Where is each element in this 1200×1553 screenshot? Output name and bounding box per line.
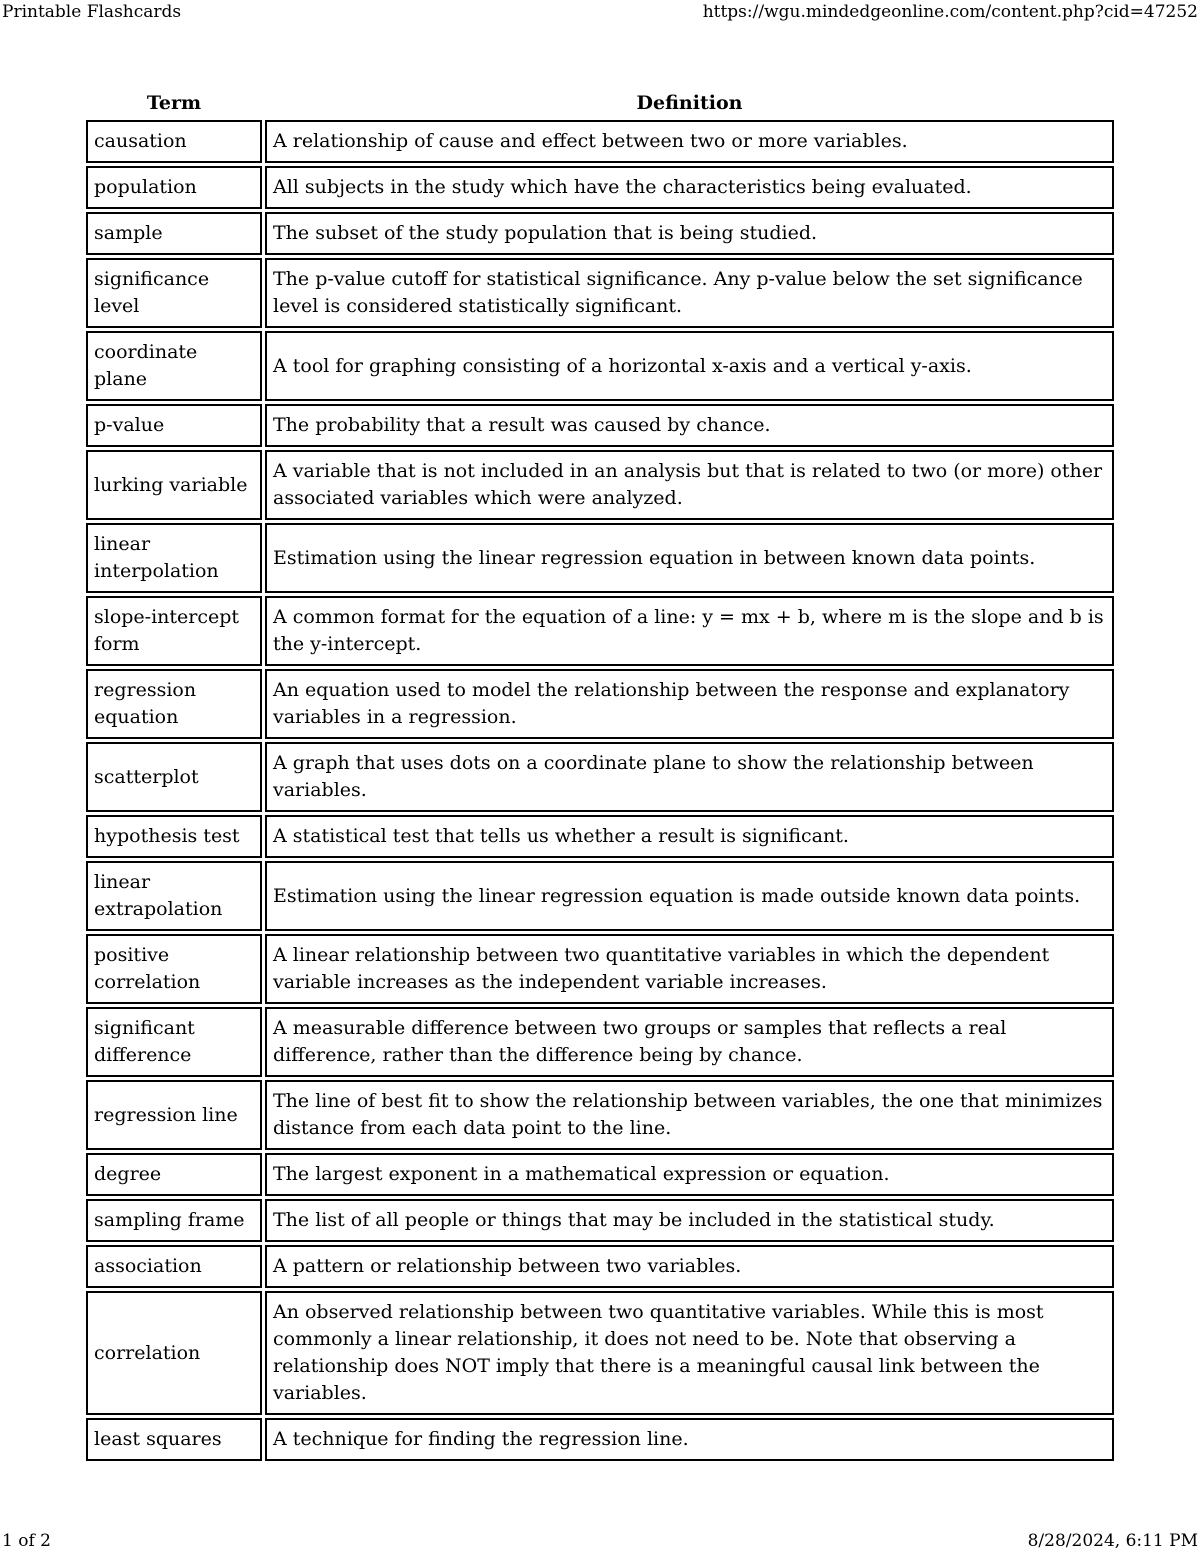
term-cell: correlation [86,1291,262,1415]
table-row [86,258,1114,328]
table-row [86,1007,1114,1077]
term-cell: significance level [86,258,262,328]
term-cell: causation [86,120,262,163]
table-row [86,934,1114,1004]
term-cell: association [86,1245,262,1288]
definition-cell: An observed relationship between two quantitative variables. While this is most commonly a linear relationship, it does not need to be. Note that observing a relationship does NOT imply that there is a meaningful causal link between the variables. [265,1291,1114,1415]
definition-cell: A variable that is not included in an analysis but that is related to two (or more) other associated variables which were analyzed. [265,450,1114,520]
term-cell: hypothesis test [86,815,262,858]
term-cell: linear interpolation [86,523,262,593]
definition-cell: Estimation using the linear regression equation is made outside known data points. [265,861,1114,931]
table-row [86,450,1114,520]
term-cell: sample [86,212,262,255]
term-cell: regression line [86,1080,262,1150]
table-row [86,166,1114,209]
term-cell: population [86,166,262,209]
table-row [86,815,1114,858]
term-cell: p-value [86,404,262,447]
definition-cell: A statistical test that tells us whether a result is significant. [265,815,1114,858]
definition-cell: The subset of the study population that is being studied. [265,212,1114,255]
term-cell: lurking variable [86,450,262,520]
term-cell: coordinate plane [86,331,262,401]
definition-cell: A common format for the equation of a line: y = mx + b, where m is the slope and b is the y-intercept. [265,596,1114,666]
definition-cell: A graph that uses dots on a coordinate plane to show the relationship between variables. [265,742,1114,812]
table-header-row [86,89,1114,117]
table-row [86,404,1114,447]
definition-cell: Estimation using the linear regression equation in between known data points. [265,523,1114,593]
definition-cell: An equation used to model the relationship between the response and explanatory variables in a regression. [265,669,1114,739]
definition-cell: A technique for finding the regression line. [265,1418,1114,1461]
flashcards-table [83,86,1117,1464]
term-cell: scatterplot [86,742,262,812]
page-header-url: https://wgu.mindedgeonline.com/content.php?cid=47252 [702,2,1198,22]
flashcards-body [86,120,1114,1461]
definition-cell: A tool for graphing consisting of a horizontal x-axis and a vertical y-axis. [265,331,1114,401]
definition-cell: The probability that a result was caused by chance. [265,404,1114,447]
table-row [86,1153,1114,1196]
table-row [86,1080,1114,1150]
table-row [86,120,1114,163]
column-header-definition: Definition [636,91,743,114]
definition-cell: The p-value cutoff for statistical significance. Any p-value below the set significance level is considered statistically significant. [265,258,1114,328]
term-cell: slope-intercept form [86,596,262,666]
term-cell: significant difference [86,1007,262,1077]
definition-cell: A relationship of cause and effect between two or more variables. [265,120,1114,163]
table-row [86,1199,1114,1242]
term-cell: sampling frame [86,1199,262,1242]
definition-cell: A linear relationship between two quantitative variables in which the dependent variable increases as the independent variable increases. [265,934,1114,1004]
print-datetime: 8/28/2024, 6:11 PM [1027,1531,1198,1551]
term-cell: regression equation [86,669,262,739]
table-row [86,742,1114,812]
definition-cell: A pattern or relationship between two variables. [265,1245,1114,1288]
term-cell: degree [86,1153,262,1196]
table-row [86,1291,1114,1415]
table-row [86,1418,1114,1461]
table-row [86,861,1114,931]
table-row [86,523,1114,593]
table-row [86,1245,1114,1288]
page-header-title: Printable Flashcards [2,2,182,22]
term-cell: positive correlation [86,934,262,1004]
table-row [86,596,1114,666]
page-number: 1 of 2 [2,1531,51,1551]
table-row [86,669,1114,739]
definition-cell: All subjects in the study which have the characteristics being evaluated. [265,166,1114,209]
definition-cell: The list of all people or things that may be included in the statistical study. [265,1199,1114,1242]
column-header-term: Term [146,91,202,114]
table-row [86,212,1114,255]
definition-cell: A measurable difference between two groups or samples that reflects a real difference, rather than the difference being by chance. [265,1007,1114,1077]
definition-cell: The line of best fit to show the relationship between variables, the one that minimizes distance from each data point to the line. [265,1080,1114,1150]
definition-cell: The largest exponent in a mathematical expression or equation. [265,1153,1114,1196]
term-cell: least squares [86,1418,262,1461]
term-cell: linear extrapolation [86,861,262,931]
table-row [86,331,1114,401]
